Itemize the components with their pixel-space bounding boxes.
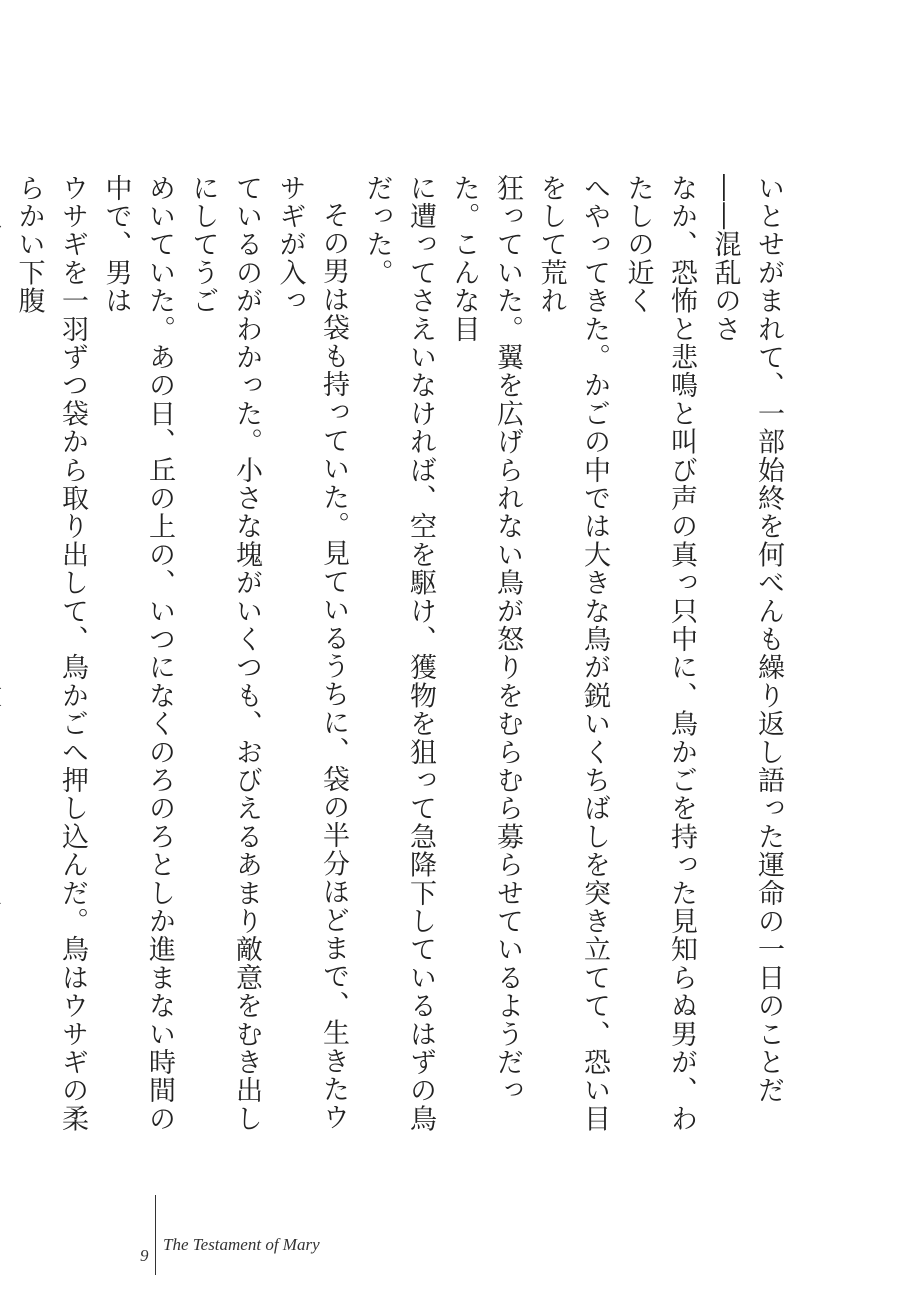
- body-text: [13, 174, 790, 1134]
- running-title: The Testament of Mary: [163, 1235, 320, 1254]
- page-number: 9: [140, 1246, 149, 1265]
- paragraph: いとせがまれて、一部始終を何べんも繰り返し語った運命の一日のことだ――混乱のさ なか、恐怖と悲鳴と叫び声の真っ只中に、鳥かごを持った見知らぬ男が、わたしの近く へやってきた。かごの中では大きな鳥が鋭いくちばしを突き立てて、恐い目をして荒れ 狂っていた。翼を広げられない鳥が怒りをむらむら募らせているようだった。こんな目 に遭ってさえいなければ、空を駆け、獲物を狙って急降下しているはずの鳥だった。: [361, 174, 784, 1133]
- footer-divider: [155, 1195, 156, 1275]
- paragraph: その男は袋も持っていた。見ているうちに、袋の半分ほどまで、生きたウサギが入っ ているのがわかった。小さな塊がいくつも、おびえるあまり敵意をむき出しにしてうご めいていた。あの日、丘の上の、いつになくのろのろとしか進まない時間の中で、男は ウサギを一羽ずつ袋から取り出して、鳥かごへ押し込んだ。鳥はウサギの柔らかい下腹: [13, 174, 349, 1133]
